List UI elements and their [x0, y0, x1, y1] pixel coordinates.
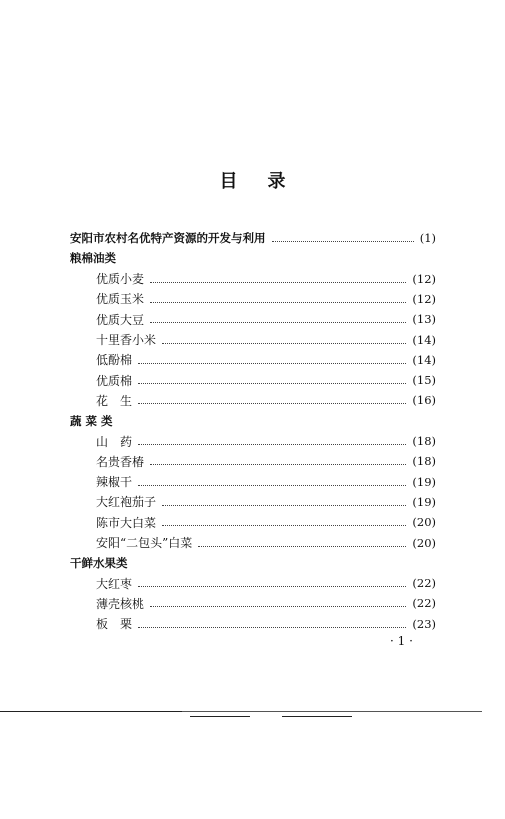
- dot-leader: [138, 402, 406, 404]
- dot-leader: [150, 321, 406, 323]
- dot-leader: [150, 463, 406, 465]
- title-char-2: 录: [267, 171, 286, 192]
- toc-page-number: (19): [412, 474, 436, 489]
- toc-entry-label: 蔬 菜 类: [70, 413, 113, 428]
- dot-leader: [138, 626, 406, 628]
- toc-entry-label: 陈市大白菜: [96, 515, 157, 530]
- toc-entry: [96, 289, 436, 309]
- toc-entry-label: 安阳市农村名优特产资源的开发与利用: [70, 231, 266, 245]
- toc-entry-label: 名贵香椿: [96, 454, 145, 469]
- page-number: · 1 ·: [390, 634, 413, 648]
- toc-entry-label: 大红袍茄子: [96, 495, 157, 510]
- toc-entry: [96, 614, 436, 634]
- toc-entry-label: 优质玉米: [96, 292, 145, 307]
- toc-entry: [96, 533, 436, 553]
- toc-entry: [96, 573, 436, 593]
- toc-page-number: (1): [419, 231, 436, 245]
- toc-entry: [96, 492, 436, 512]
- toc-page-number: (14): [412, 352, 436, 367]
- toc-entry: [96, 512, 436, 532]
- toc-entry-label: 花 生: [96, 393, 133, 408]
- toc-entry-label: 十里香小米: [96, 333, 157, 347]
- toc-page-number: (18): [412, 434, 436, 448]
- toc-section-heading: [70, 248, 436, 268]
- dot-leader: [272, 240, 414, 242]
- toc-entry-label: 优质大豆: [96, 312, 145, 327]
- toc-entry: [96, 431, 436, 451]
- toc-page-number: (14): [412, 332, 436, 347]
- toc-entry-main: [70, 228, 436, 248]
- dot-leader: [162, 524, 406, 526]
- toc-page-number: (23): [412, 616, 436, 631]
- dot-leader: [138, 585, 406, 587]
- toc-entry: [96, 350, 436, 370]
- dot-leader: [138, 484, 406, 486]
- toc-entry-label: 大红枣: [96, 576, 133, 591]
- page-title: [0, 167, 505, 193]
- bottom-rule-1: [0, 711, 182, 712]
- toc-entry-label: 山 药: [96, 434, 133, 449]
- toc-page-number: (13): [412, 312, 436, 327]
- toc-section-heading: [70, 411, 436, 431]
- toc-entry: [96, 370, 436, 390]
- toc-entry-label: 安阳“二包头”白菜: [96, 536, 193, 550]
- toc-page-number: (22): [412, 576, 436, 591]
- toc-section-heading: [70, 553, 436, 573]
- toc-entry-label: 薄壳核桃: [96, 596, 145, 611]
- toc-entry-label: 粮棉油类: [70, 251, 116, 266]
- toc-entry-label: 优质小麦: [96, 272, 145, 287]
- toc-entry: [96, 309, 436, 329]
- toc-page-number: (12): [412, 291, 436, 306]
- toc-page-number: (19): [412, 494, 436, 509]
- title-char-1: 目: [219, 171, 238, 192]
- bottom-rule-4: [282, 716, 352, 717]
- dot-leader: [138, 382, 406, 384]
- toc-entry-label: 辣椒干: [96, 475, 133, 490]
- toc-page-number: (15): [412, 373, 436, 388]
- bottom-rule-3: [190, 716, 250, 717]
- dot-leader: [150, 301, 406, 303]
- toc-entry-label: 低酚棉: [96, 353, 133, 368]
- dot-leader: [162, 504, 406, 506]
- toc-page-number: (16): [412, 393, 436, 408]
- toc-entry: [96, 330, 436, 350]
- dot-leader: [162, 342, 406, 344]
- toc-entry: [96, 593, 436, 613]
- toc-page-number: (18): [412, 454, 436, 469]
- bottom-rule-2: [182, 711, 482, 712]
- toc-entry-label: 干鲜水果类: [70, 555, 128, 570]
- toc-entry: [96, 269, 436, 289]
- toc-entry: [96, 451, 436, 471]
- dot-leader: [138, 443, 406, 445]
- toc-page-number: (12): [412, 271, 436, 286]
- dot-leader: [150, 605, 406, 607]
- toc-entry: [96, 472, 436, 492]
- toc-entry-label: 优质棉: [96, 373, 133, 388]
- toc-page-number: (20): [412, 535, 436, 550]
- dot-leader: [138, 362, 406, 364]
- dot-leader: [198, 545, 406, 547]
- toc-entry: [96, 390, 436, 410]
- dot-leader: [150, 281, 406, 283]
- toc-page-number: (20): [412, 515, 436, 530]
- toc-entry-label: 板 栗: [96, 617, 133, 632]
- toc-page-number: (22): [412, 596, 436, 611]
